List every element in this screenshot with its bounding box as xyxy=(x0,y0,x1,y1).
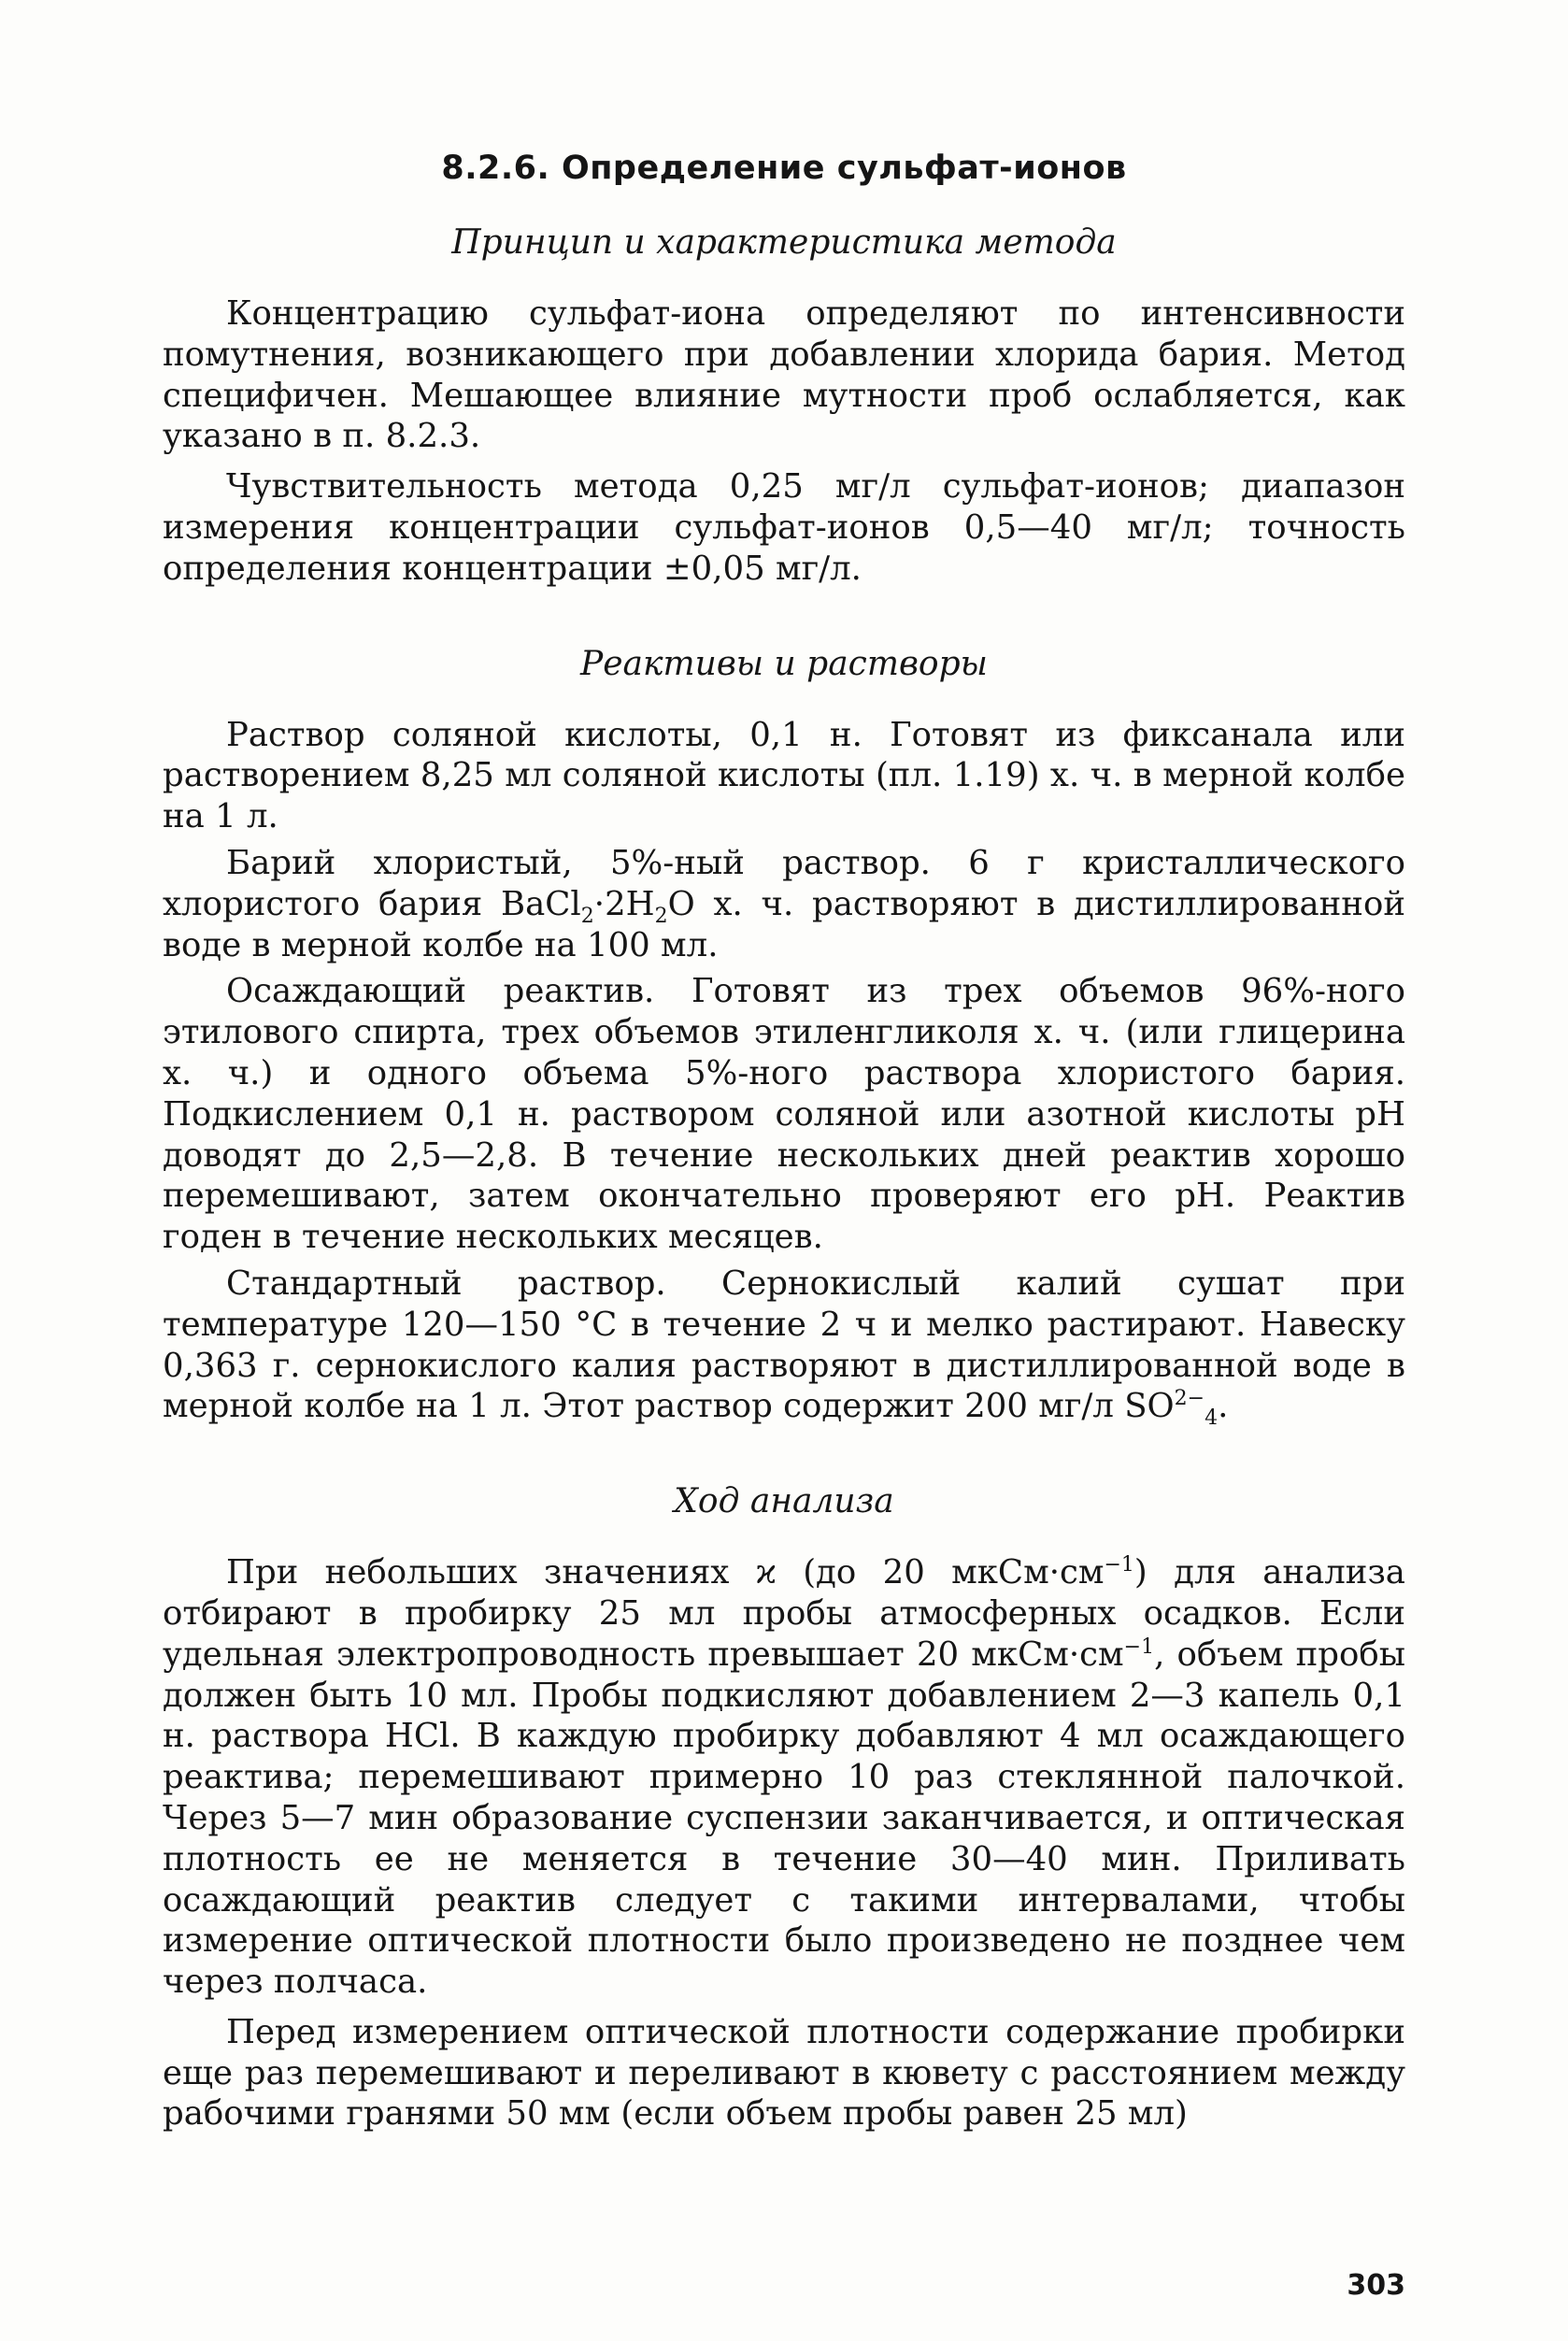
sulfate-subscript: 4 xyxy=(1205,1406,1219,1431)
section-title: 8.2.6. Определение сульфат-ионов xyxy=(441,150,1127,187)
analysis-text-c: , объем пробы должен быть 10 мл. Пробы подкисляют добавлением 2—3 капель 0,1 н. раствора HCl. В каждую пробирку добавляют 4 мл осаждающего реактива; перемешивают примерно 10 раз стеклянной палочкой. Через 5—7 мин образование суспензии заканчивается, и оптическая плотность ее не меняется в течение 30—40 мин. Приливать осаждающий реактив следует с такими интервалами, чтобы измерение оптической плотности было произведено не позднее чем через полчаса. xyxy=(163,1634,1405,2002)
principle-paragraph-2: Чувствительность метода 0,25 мг/л сульфат-ионов; диапазон измерения концентрации сульфат-ионов 0,5—40 мг/л; точность определения концентрации ±0,05 мг/л. xyxy=(163,467,1405,588)
standard-text-a: Стандартный раствор. Сернокислый калий сушат при температуре 120—150 °C в течение 2 ч и мелко растирают. Навеску 0,363 г. сернокислого калия растворяют в дистиллированной воде в мерной колбе на 1 л. Этот раствор содержит 200 мг/л SO xyxy=(163,1263,1405,1426)
principle-paragraph-1: Концентрацию сульфат-иона определяют по интенсивности помутнения, возникающего при добавлении хлорида бария. Метод специфичен. Мешающее влияние мутности проб ослабляется, как указано в п. 8.2.3. xyxy=(163,294,1405,456)
page-content xyxy=(163,150,1405,2144)
reagents-standard-paragraph xyxy=(163,1263,1405,1431)
bacl2-text-c: ·2H xyxy=(593,884,655,923)
reagents-bacl2-paragraph xyxy=(163,843,1405,965)
unit-exponent-1: −1 xyxy=(1104,1553,1134,1577)
standard-text-b: . xyxy=(1218,1387,1229,1426)
analysis-paragraph-2: Перед измерением оптической плотности содержание пробирки еще раз перемешивают и переливают в кювету с расстоянием между рабочими гранями 50 мм (если объем пробы равен 25 мл) xyxy=(163,2012,1405,2134)
sulfate-charge: 2− xyxy=(1174,1387,1205,1411)
analysis-text-a: При небольших значениях ϰ (до 20 мкСм·см xyxy=(226,1553,1105,1592)
analysis-text-b: ) для анализа отбирают в пробирку 25 мл пробы атмосферных осадков. Если удельная электропроводность превышает 20 мкСм·см xyxy=(163,1553,1405,1674)
reagents-heading: Реактивы и растворы xyxy=(580,644,988,683)
page-number: 303 xyxy=(1347,2269,1405,2302)
analysis-heading: Ход анализа xyxy=(674,1482,894,1521)
unit-exponent-2: −1 xyxy=(1123,1634,1155,1659)
bacl2-subscript-2: 2 xyxy=(654,904,668,928)
analysis-paragraph-1 xyxy=(163,1552,1405,2003)
bacl2-subscript-1: 2 xyxy=(580,904,594,928)
principle-heading: Принцип и характеристика метода xyxy=(451,223,1117,262)
bacl2-text-a: Барий хлористый, 5%-ный раствор. 6 г кристаллического хлористого бария BaCl xyxy=(163,843,1405,923)
bacl2-text-e: O х. ч. растворяют в дистиллированной воде в мерной колбе на 100 мл. xyxy=(163,884,1406,964)
reagents-precipitant-paragraph: Осаждающий реактив. Готовят из трех объемов 96%-ного этилового спирта, трех объемов этиленгликоля х. ч. (или глицерина х. ч.) и одного объема 5%-ного раствора хлористого бария. Подкислением 0,1 н. раствором соляной или азотной кислоты pH доводят до 2,5—2,8. В течение нескольких дней реактив хорошо перемешивают, затем окончательно проверяют его pH. Реактив годен в течение нескольких месяцев. xyxy=(163,972,1405,1257)
reagents-hcl-paragraph: Раствор соляной кислоты, 0,1 н. Готовят из фиксанала или растворением 8,25 мл соляной кислоты (пл. 1.19) х. ч. в мерной колбе на 1 л. xyxy=(163,715,1405,836)
